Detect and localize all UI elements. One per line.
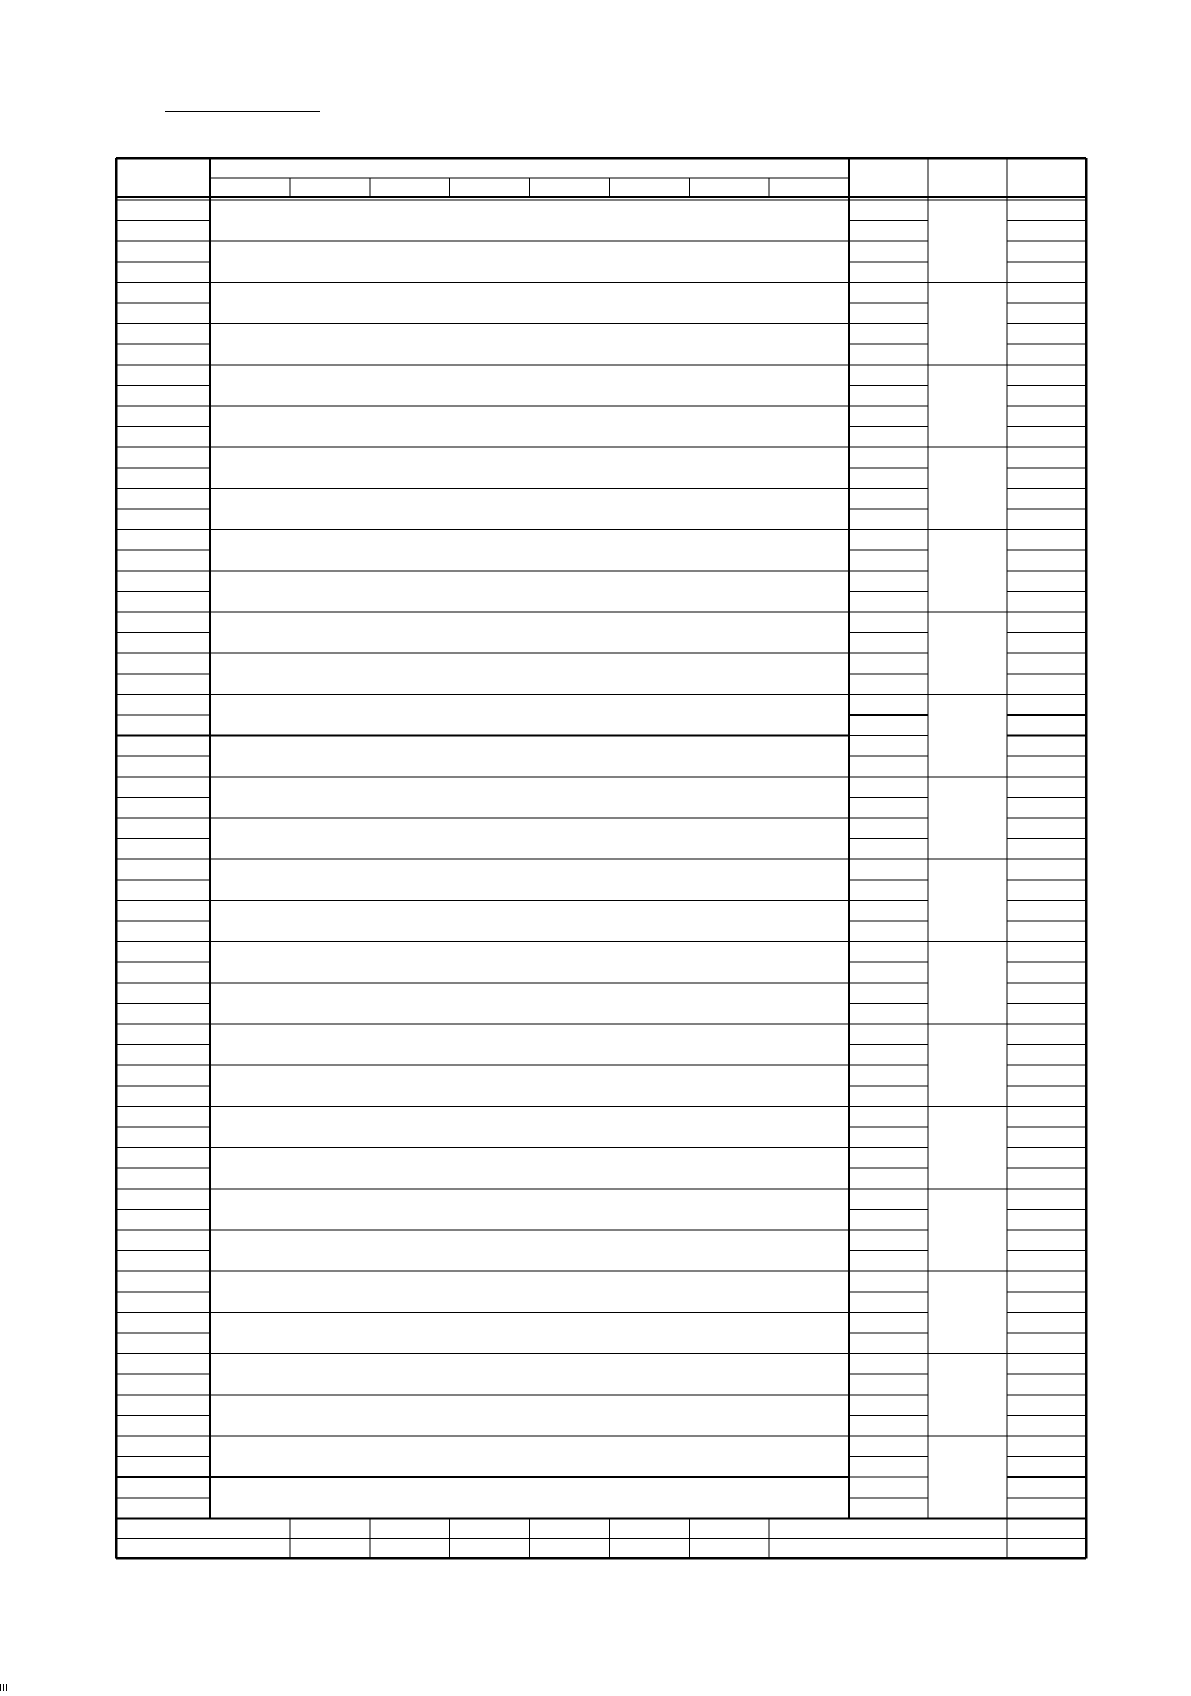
scan-corner-mark bbox=[0, 1678, 14, 1685]
